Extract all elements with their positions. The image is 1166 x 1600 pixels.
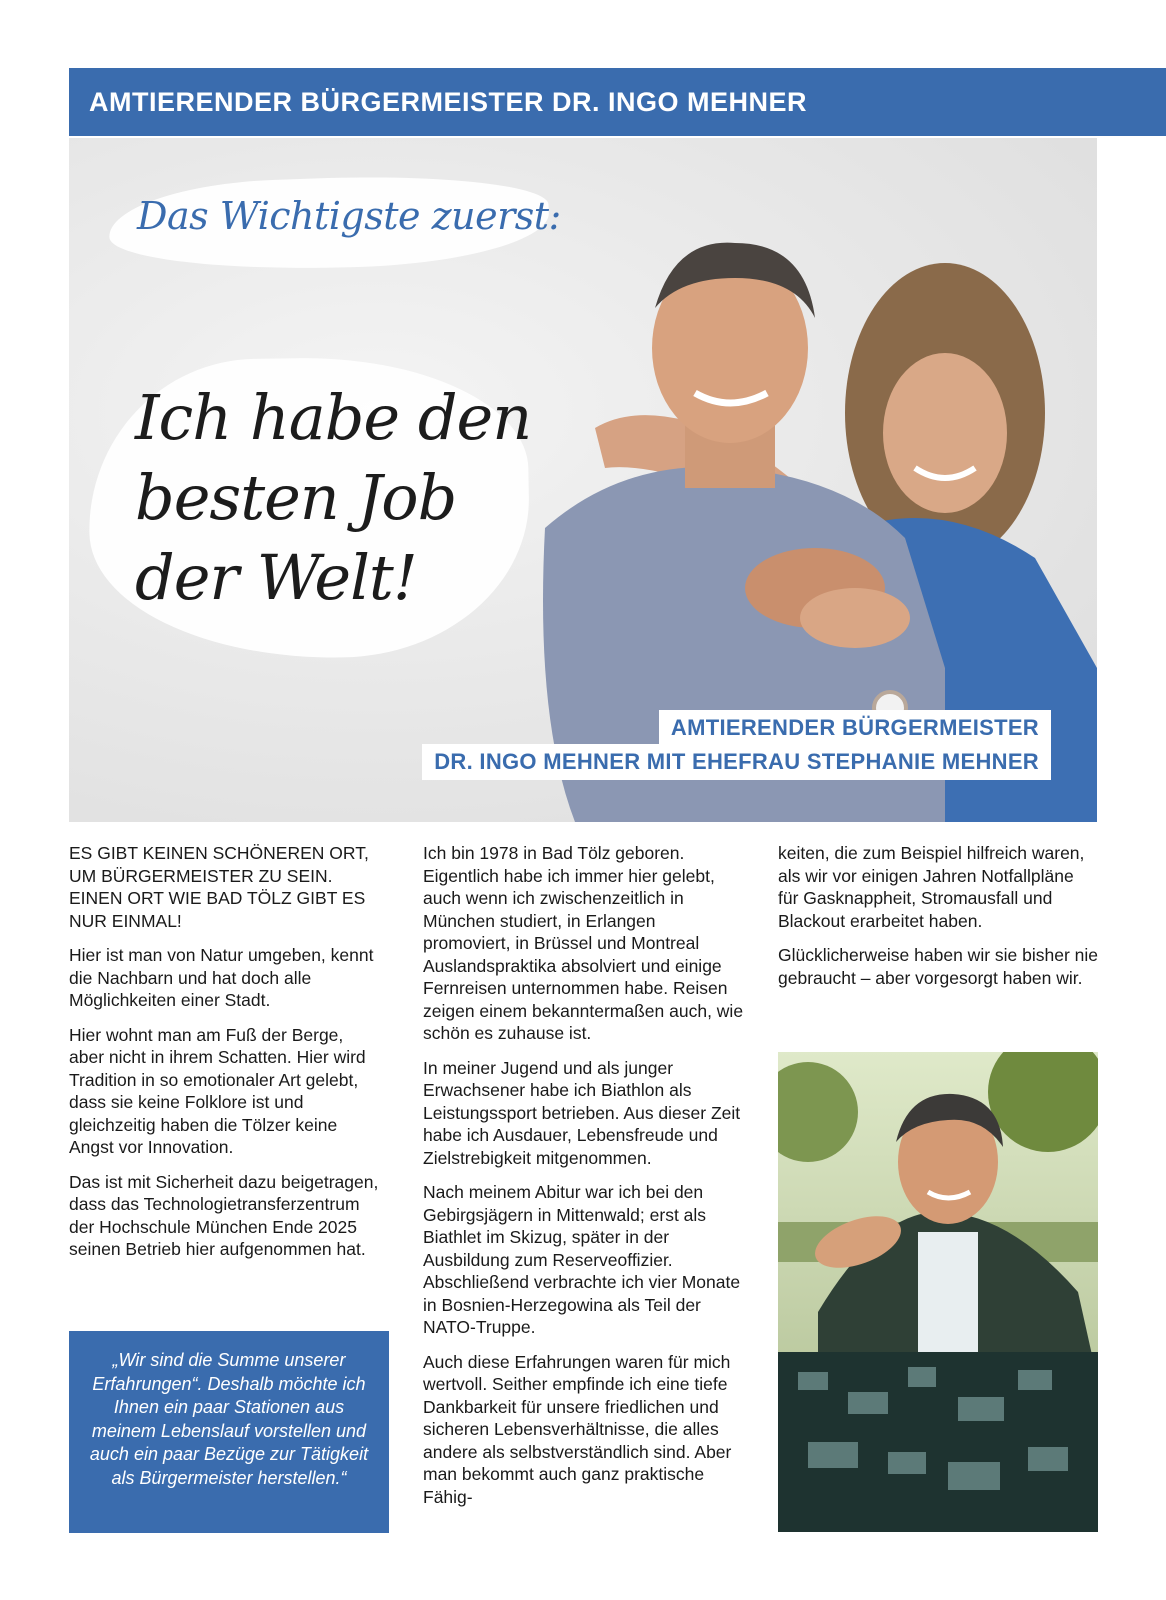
paragraph: Hier ist man von Natur umgeben, kennt die Nachbarn und hat doch alle Möglichkeiten einer Stadt. (69, 945, 374, 1010)
script-headline-big (135, 378, 532, 618)
quote-text: „Wir sind die Summe unserer Erfahrungen“. Deshalb möchte ich Ihnen ein paar Stationen aus meinem Lebenslauf vorstellen und auch ein paar Bezüge zur Tätigkeit als Bürgermeister herstellen.“ (89, 1350, 369, 1488)
text-column-1 (69, 842, 381, 1273)
script-line-2: besten Job (135, 461, 457, 534)
page-title: AMTIERENDER BÜRGERMEISTER DR. INGO MEHNER (89, 87, 808, 117)
hero-section (69, 138, 1097, 822)
paragraph: Ich bin 1978 in Bad Tölz geboren. Eigentlich habe ich immer hier gelebt, auch wenn ich zwischenzeitlich in München studiert, in Erlangen promoviert, in Brüssel und Montreal Auslandspraktika absolviert und einige Fernreisen unternommen habe. Reisen zeigen einem bekanntermaßen auch, wie schön es zuhause ist. (423, 843, 744, 1043)
text-column-2 (423, 842, 745, 1520)
header-banner (69, 68, 1166, 136)
paragraph: keiten, die zum Beispiel hilfreich waren, als wir vor einigen Jahren Notfallpläne für Gasknappheit, Stromausfall und Blackout erarbeitet haben. (778, 843, 1085, 931)
paragraph: Glücklicherweise haben wir sie bisher nie gebraucht – aber vorgesorgt haben wir. (778, 945, 1099, 988)
paragraph: Hier wohnt man am Fuß der Berge, aber nicht in ihrem Schatten. Hier wird Tradition in so emotionaler Art gelebt, dass sie keine Folklore ist und gleichzeitig haben die Tölzer keine Angst vor Innovation. (69, 1024, 366, 1157)
script-headline-small: Das Wichtigste zuerst: (137, 194, 561, 238)
paragraph: Das ist mit Sicherheit dazu beigetragen, dass das Technologietransferzentrum der Hochschule München Ende 2025 seinen Betrieb hier aufgenommen hat. (69, 1171, 379, 1259)
photo-caption-line-2: DR. INGO MEHNER MIT EHEFRAU STEPHANIE MEHNER (422, 744, 1051, 780)
paragraph: Nach meinem Abitur war ich bei den Gebirgsjägern in Mittenwald; erst als Biathlet im Skizug, später in der Ausbildung zum Reserveoffizier. Abschließend verbrachte ich vier Monate in Bosnien-Herzegowina als Teil der NATO-Truppe. (423, 1182, 741, 1337)
script-line-1: Ich habe den (135, 381, 532, 454)
lead-paragraph: ES GIBT KEINEN SCHÖNEREN ORT, UM BÜRGERMEISTER ZU SEIN. EINEN ORT WIE BAD TÖLZ GIBT ES NUR EINMAL! (69, 843, 369, 931)
paragraph: In meiner Jugend und als junger Erwachsener habe ich Biathlon als Leistungssport betrieben. Aus dieser Zeit habe ich Ausdauer, Lebensfreude und Zielstrebigkeit mitgenommen. (423, 1057, 741, 1168)
quote-box (69, 1331, 389, 1533)
photo-caption-line-1: AMTIERENDER BÜRGERMEISTER (659, 710, 1051, 746)
paragraph: Auch diese Erfahrungen waren für mich wertvoll. Seither empfinde ich eine tiefe Dankbarkeit für unsere friedlichen und sicheren Lebensverhältnisse, die alles andere als selbstverständlich sind. Aber man bekommt auch ganz praktische Fähig- (423, 1351, 732, 1507)
mayor-portrait-photo (778, 1052, 1098, 1532)
script-line-3: der Welt! (135, 541, 417, 614)
text-column-3 (778, 842, 1098, 1001)
